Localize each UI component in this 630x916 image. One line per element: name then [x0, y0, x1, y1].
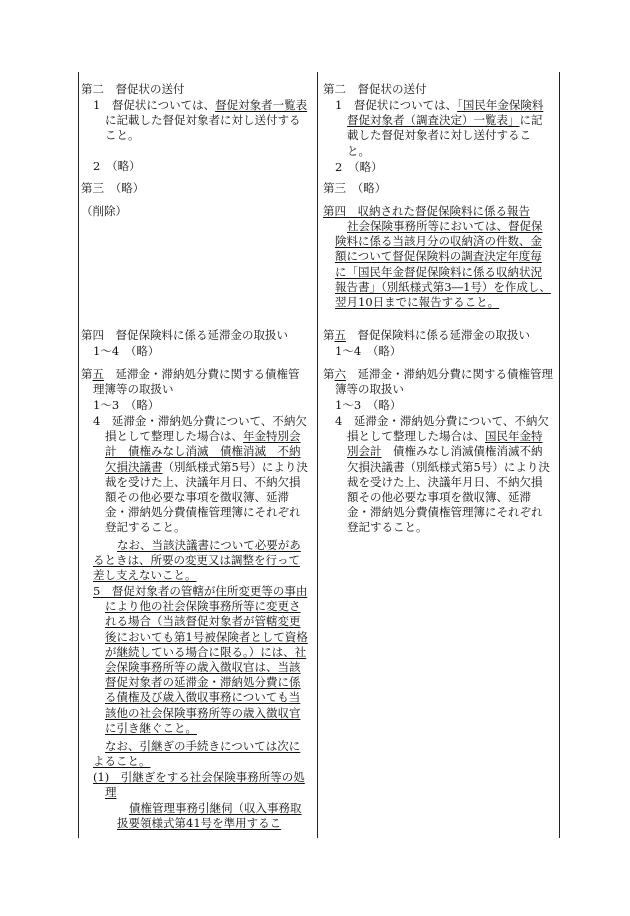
left-s5-paragraph-4: 4 延滞金・滞納処分費について、不納欠損として整理した場合は、年金特別会計 債権みなし消滅 債権消滅 不納欠損決議書（別紙様式第5号）により決裁を受けた上、決議年月日、不納欠損額その他必要な事項を徴収簿、延滞金・滞納処分費債権管理簿にそれぞれ登記すること。: [93, 414, 308, 535]
left-column: [81, 72, 309, 838]
right-s3: 第三 （略）: [323, 181, 387, 195]
left-s5-paragraph-5: 5 督促対象者の管轄が住所変更等の事由により他の社会保険事務所等に変更される場合（当該督促対象者が管轄変更後においても第1号被保険者として資格が継続している場合に限る。）には、社会保険事務所等の歳入徴収官は、当該督促対象者の延滞金・滞納処分費に係る債権及び歳入徴収事務についても当該他の社会保険事務所等の歳入徴収官に引き継ぐこと。: [93, 584, 308, 735]
right-s6-paragraph-4: 4 延滞金・滞納処分費について、不納欠損として整理した場合は、国民年金特別会計 債権みなし消滅債権消滅不納欠損決議書（別紙様式第5号）により決裁を受けた上、決議年月日、不納欠損額その他必要な事項を徴収簿、延滞金・滞納処分費債権管理簿にそれぞれ登記すること。: [335, 414, 550, 535]
right-s2-paragraph-2: 2 （略）: [335, 160, 383, 174]
left-s5-item-1: (1) 引継ぎをする社会保険事務所等の処理: [93, 770, 305, 800]
right-s4-body: 社会保険事務所等においては、督促保険料に係る当該月分の収納済の件数、金額について督促保険料の調査決定年度毎に「国民年金督促保険料に係る収納状況報告書」（別紙様式第3―1号）を作成し、翌月10日までに報告すること。: [335, 219, 551, 310]
comparison-table: [78, 72, 560, 838]
left-s2-paragraph-1: 1 督促状については、督促対象者一覧表に記載した督促対象者に対し送付すること。: [93, 98, 308, 143]
left-s5-heading: 第五 延滞金・滞納処分費に関する債権管理簿等の取扱い: [81, 367, 300, 397]
left-s2-paragraph-2: 2 （略）: [93, 159, 141, 173]
right-s6-heading: 第六 延滞金・滞納処分費に関する債権管理簿等の取扱い: [323, 367, 553, 397]
left-s4-sub: 1～4 （略）: [93, 344, 160, 358]
left-s4-heading: 第四 督促保険料に係る延滞金の取扱い: [81, 328, 288, 342]
left-s2-heading: 第二 督促状の送付: [81, 82, 185, 96]
left-s5-paragraph-5-note: なお、引継ぎの手続きについては次によること。: [93, 739, 301, 769]
left-deleted: （削除）: [81, 204, 127, 218]
right-s2-paragraph-1: 1 督促状については、「国民年金保険料督促対象者（調査決定）一覧表」に記載した督促対象者に対し送付すること。: [335, 98, 544, 158]
right-column: [323, 72, 553, 838]
left-s5-paragraph-4-note: なお、当該決議書について必要があるときは、所要の変更又は調整を行って差し支えないこと。: [93, 538, 301, 583]
right-s5-heading: 第五 督促保険料に係る延滞金の取扱い: [323, 328, 530, 342]
left-s5-sub: 1～3 （略）: [93, 398, 160, 412]
left-s5-item-1-body: 債権管理事務引継伺（収入事務取扱要領様式第41号を準用するこ: [117, 801, 302, 831]
left-s3: 第三 （略）: [81, 181, 145, 195]
right-s6-sub: 1～3 （略）: [335, 398, 402, 412]
right-s4-heading: 第四 収納された督促保険料に係る報告: [323, 204, 530, 218]
right-s5-sub: 1～4 （略）: [335, 344, 402, 358]
column-divider: [317, 72, 318, 838]
right-s2-heading: 第二 督促状の送付: [323, 82, 427, 96]
